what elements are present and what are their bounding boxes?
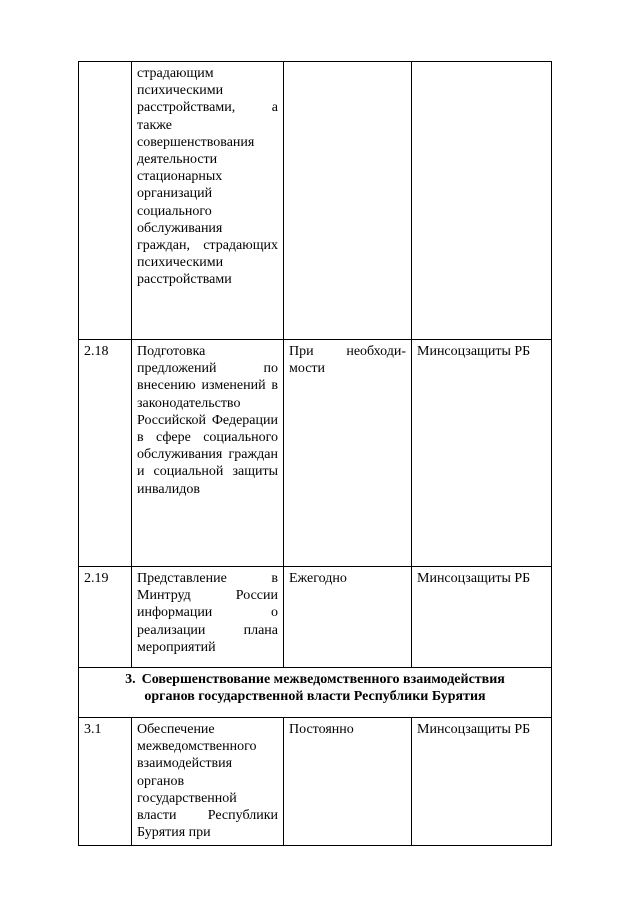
- row-number: 3.1: [79, 718, 132, 846]
- measure-text: Подготовка предложений по внесению изменений в законодательство Российской Федерации в сфере социального обслуживания граждан и социальной защиты инвалидов: [132, 340, 284, 567]
- measure-term: [284, 62, 412, 340]
- measure-executor: Минсоцзащиты РБ: [412, 718, 552, 846]
- measure-executor: [412, 62, 552, 340]
- section-heading: [79, 668, 552, 718]
- measure-text: страдающим психическими расстройствами, а также совершенствования деятельности стационарных организаций социального обслуживания граждан, страдающих психическими расстройствами: [132, 62, 284, 340]
- section-header-row: [79, 668, 552, 718]
- table-row: [79, 567, 552, 668]
- measures-table: [78, 61, 552, 846]
- measure-term: Ежегодно: [284, 567, 412, 668]
- measure-text: Обеспечение межведомственного взаимодействия органов государственной власти Республики Бурятия при: [132, 718, 284, 846]
- measure-executor: Минсоцзащиты РБ: [412, 567, 552, 668]
- table-row: [79, 718, 552, 846]
- section-number: 3.: [125, 672, 136, 687]
- row-number: 2.19: [79, 567, 132, 668]
- measure-text: Представление в Минтруд России информации о реализации плана мероприятий: [132, 567, 284, 668]
- section-title-part-1: Совершенствование межведомственного взаимодействия: [141, 672, 505, 687]
- table-row: [79, 340, 552, 567]
- table-row: [79, 62, 552, 340]
- row-number: [79, 62, 132, 340]
- section-title-line-1: [84, 671, 546, 688]
- measure-executor: Минсоцзащиты РБ: [412, 340, 552, 567]
- section-title-line-2: органов государственной власти Республики Бурятия: [144, 689, 486, 705]
- row-number: 2.18: [79, 340, 132, 567]
- measure-term: При необходи-мости: [284, 340, 412, 567]
- measure-term: Постоянно: [284, 718, 412, 846]
